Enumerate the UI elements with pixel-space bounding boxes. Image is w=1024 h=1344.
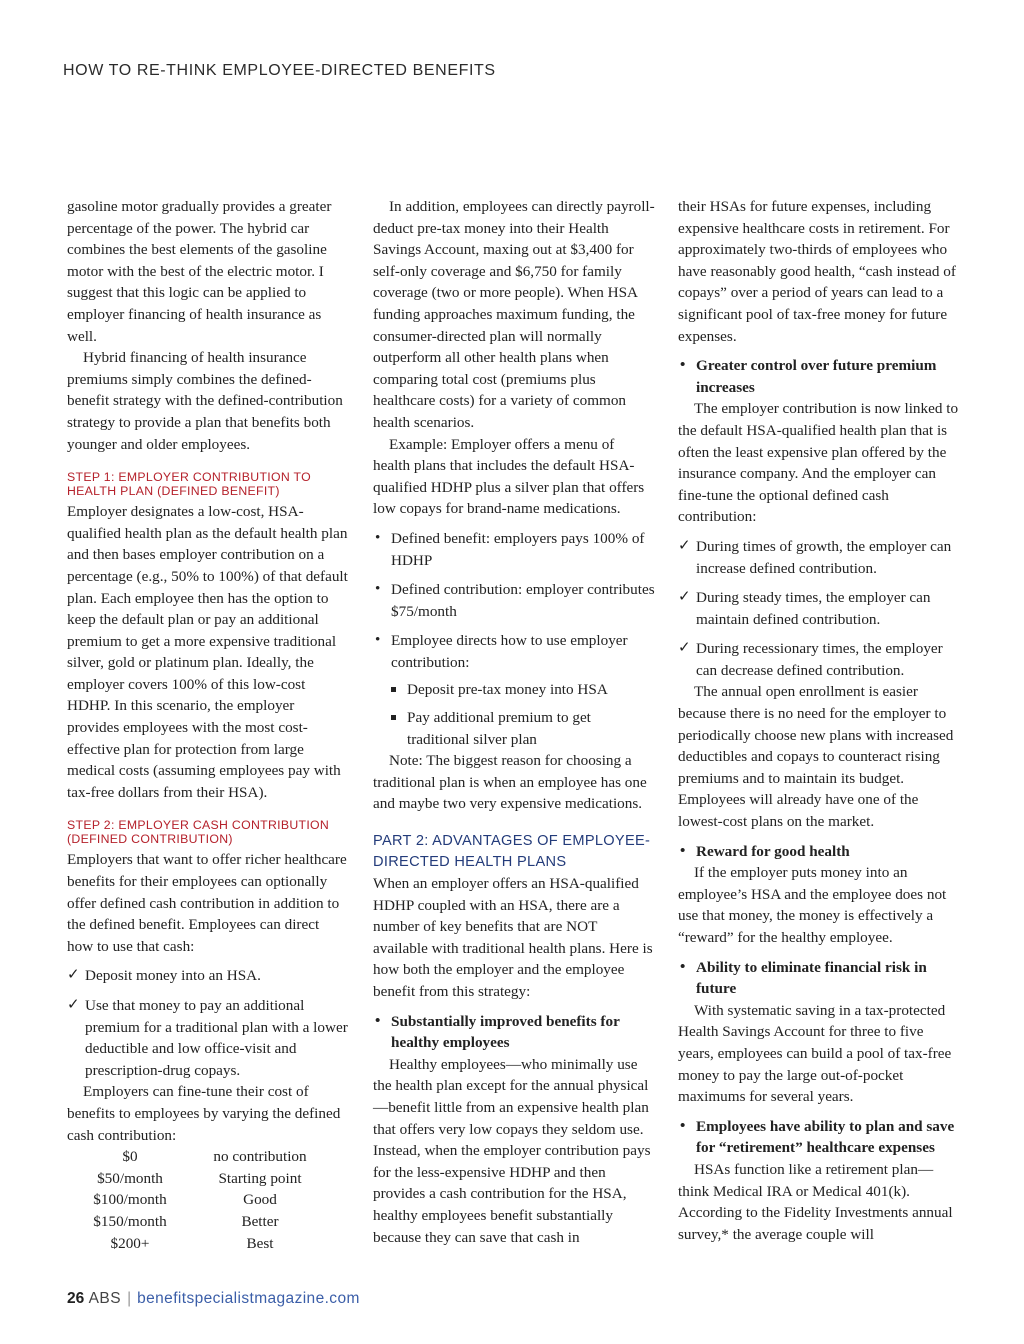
- contribution-levels-table: [75, 1146, 335, 1254]
- bullet-text: Employee directs how to use employer contribution:: [391, 632, 628, 671]
- bullet-text: Defined contribution: employer contributes $75/month: [391, 581, 655, 620]
- paragraph: their HSAs for future expenses, including expensive healthcare costs in retirement. For approximately two-thirds of employees who have reasonably good health, “cash instead of copays” over a period of years can lead to a significant pool of tax-free money for future expenses.: [678, 198, 956, 345]
- checklist-item: [678, 536, 962, 579]
- table-cell: no contribution: [213, 1148, 307, 1166]
- checkmark-icon: ✓: [678, 640, 691, 657]
- step-2-heading: STEP 2: EMPLOYER CASH CONTRIBUTION (DEFINED CONTRIBUTION): [67, 818, 330, 847]
- checkmark-icon: ✓: [678, 537, 691, 554]
- bullet-icon: •: [680, 356, 686, 374]
- paragraph: The annual open enrollment is easier because there is no need for the employer to periodically choose new plans with increased deductibles and copays to counteract rising premiums and to maintain its budget. Employees will already have one of the lowest-cost plans on the market.: [678, 683, 954, 831]
- paragraph: HSAs function like a retirement plan—think Medical IRA or Medical 401(k). According to the Fidelity Investments annual survey,* the average couple will: [678, 1160, 953, 1243]
- sub-bullet-item: [373, 707, 655, 750]
- bullet-item: [678, 841, 962, 863]
- checklist-text: During steady times, the employer can maintain defined contribution.: [696, 589, 931, 628]
- square-bullet-icon: [391, 715, 396, 720]
- paragraph: Hybrid financing of health insurance premiums simply combines the defined-benefit strategy with the defined-contribution strategy to provide a plan that benefits both younger and older employees.: [67, 349, 343, 453]
- bullet-item: [678, 957, 962, 1000]
- checklist-item: [678, 638, 962, 681]
- bullet-icon: •: [375, 1011, 381, 1029]
- paragraph: Employers that want to offer richer healthcare benefits for their employees can optionally offer defined cash contribution in addition to the defined benefit. Employees can direct how to use that cash:: [67, 851, 347, 955]
- table-row: [75, 1233, 335, 1255]
- bullet-item: [373, 1011, 655, 1054]
- square-bullet-icon: [391, 687, 396, 692]
- sub-bullet-text: Deposit pre-tax money into HSA: [407, 681, 608, 699]
- bullet-text: Defined benefit: employers pays 100% of HDHP: [391, 529, 645, 569]
- checklist-text: Deposit money into an HSA.: [85, 967, 261, 985]
- table-cell: Best: [246, 1234, 274, 1252]
- checklist-item: [67, 995, 349, 1081]
- page-number: 26: [67, 1290, 85, 1307]
- step-1-heading: STEP 1: EMPLOYER CONTRIBUTION TO HEALTH PLAN (DEFINED BENEFIT): [67, 470, 311, 499]
- checklist-text: Use that money to pay an additional premium for a traditional plan with a lower deductible and low office-visit and prescription-drug copays.: [85, 997, 348, 1079]
- checklist-item: [67, 965, 349, 987]
- column-1: [67, 196, 349, 1254]
- table-row: [75, 1211, 335, 1233]
- running-head: HOW TO RE-THINK EMPLOYEE-DIRECTED BENEFITS: [63, 62, 496, 79]
- table-row: [75, 1146, 335, 1168]
- table-cell: $200+: [110, 1234, 150, 1252]
- table-cell: $100/month: [93, 1191, 167, 1209]
- paragraph: The employer contribution is now linked to the default HSA-qualified health plan that is often the least expensive plan offered by the insurance company. And the employer can fine-tune the optional defined cash contribution:: [678, 400, 959, 526]
- paragraph: Employer designates a low-cost, HSA-qualified health plan as the default health plan and then bases employer contribution on a percentage (e.g., 50% to 100%) of that default plan. Each employee then has the option to keep the default plan or pay an additional premium to get a more expensive traditional silver, gold or platinum plan. Ideally, the employer covers 100% of this low-cost HDHP. In this scenario, the employer provides employees with the most cost-effective plan for protection from large medical costs (assuming employees pay with tax-free dollars from their HSA).: [67, 503, 348, 801]
- table-cell: $150/month: [93, 1212, 167, 1230]
- paragraph: If the employer puts money into an employee’s HSA and the employee does not use that money, the money is effectively a “reward” for the healthy employee.: [678, 864, 947, 946]
- bullet-item: [373, 579, 655, 622]
- bullet-item: [373, 630, 655, 673]
- paragraph: Employers can fine-tune their cost of benefits to employees by varying the defined cash contribution:: [67, 1083, 341, 1144]
- bullet-icon: •: [680, 841, 686, 859]
- bullet-item: [678, 355, 962, 398]
- bullet-title: Ability to eliminate financial risk in future: [696, 958, 927, 998]
- bullet-item: [678, 1116, 962, 1159]
- checklist-item: [678, 587, 962, 630]
- table-cell: $0: [122, 1148, 138, 1166]
- paragraph: In addition, employees can directly payroll-deduct pre-tax money into their Health Savings Account, maxing out at $3,400 for self-only coverage and $6,750 for family coverage (two or more people). When HSA funding approaches maximum funding, the consumer-directed plan will normally outperform all other health plans when comparing total cost (premiums plus healthcare costs) for a variety of common health scenarios.: [373, 198, 655, 431]
- part-2-heading: PART 2: ADVANTAGES OF EMPLOYEE-DIRECTED HEALTH PLANS: [373, 833, 651, 871]
- column-2: [373, 196, 655, 1248]
- bullet-icon: •: [680, 1116, 686, 1134]
- table-cell: Starting point: [218, 1169, 302, 1187]
- bullet-item: [373, 528, 655, 571]
- table-cell: $50/month: [97, 1169, 163, 1187]
- bullet-title: Substantially improved benefits for healthy employees: [391, 1012, 620, 1052]
- note-paragraph: Note: The biggest reason for choosing a traditional plan is when an employee has one and maybe two very expensive medications.: [373, 752, 647, 813]
- bullet-title: Greater control over future premium increases: [696, 357, 937, 396]
- table-row: [75, 1189, 335, 1211]
- paragraph: With systematic saving in a tax-protected Health Savings Account for three to five years, employees can build a pool of tax-free money to pay the large out-of-pocket maximums for several years.: [678, 1001, 952, 1106]
- checkmark-icon: ✓: [67, 997, 80, 1013]
- table-cell: Better: [241, 1212, 279, 1230]
- sub-bullet-text: Pay additional premium to get traditional silver plan: [407, 709, 591, 748]
- table-row: [75, 1168, 335, 1190]
- bullet-icon: •: [375, 528, 381, 546]
- checkmark-icon: ✓: [67, 967, 80, 984]
- paragraph: When an employer offers an HSA-qualified HDHP coupled with an HSA, there are a number of key benefits that are NOT available with traditional health plans. Here is how both the employer and the employee benefit from this strategy:: [373, 875, 653, 1000]
- bullet-icon: •: [375, 580, 381, 598]
- page-footer: [67, 1290, 360, 1308]
- bullet-icon: •: [680, 957, 686, 975]
- footer-separator: |: [127, 1290, 132, 1307]
- table-cell: Good: [243, 1191, 277, 1209]
- paragraph: Example: Employer offers a menu of health plans that includes the default HSA-qualified HDHP plus a silver plan that offers low copays for brand-name medications.: [373, 435, 645, 518]
- checklist-text: During times of growth, the employer can increase defined contribution.: [696, 537, 952, 577]
- paragraph: gasoline motor gradually provides a greater percentage of the power. The hybrid car combines the best elements of the gasoline motor with the best of the electric motor. I suggest that this logic can be applied to employer financing of health insurance as well.: [67, 198, 332, 345]
- publication-name: ABS: [88, 1290, 122, 1307]
- sub-bullet-item: [373, 679, 655, 701]
- column-3: [678, 196, 962, 1245]
- bullet-title: Reward for good health: [696, 842, 850, 860]
- website-link[interactable]: benefitspecialistmagazine.com: [137, 1290, 360, 1307]
- bullet-title: Employees have ability to plan and save for “retirement” healthcare expenses: [696, 1117, 955, 1157]
- bullet-icon: •: [375, 631, 381, 649]
- checklist-text: During recessionary times, the employer can decrease defined contribution.: [696, 640, 943, 679]
- checkmark-icon: ✓: [678, 589, 691, 606]
- paragraph: Healthy employees—who minimally use the health plan except for the annual physical—benefit little from an expensive health plan that offers very low copays they seldom use. Instead, when the employer contribution pays for the less-expensive HDHP and then provides a cash contribution for the HSA, healthy employees benefit substantially because they can save that cash in: [373, 1055, 651, 1246]
